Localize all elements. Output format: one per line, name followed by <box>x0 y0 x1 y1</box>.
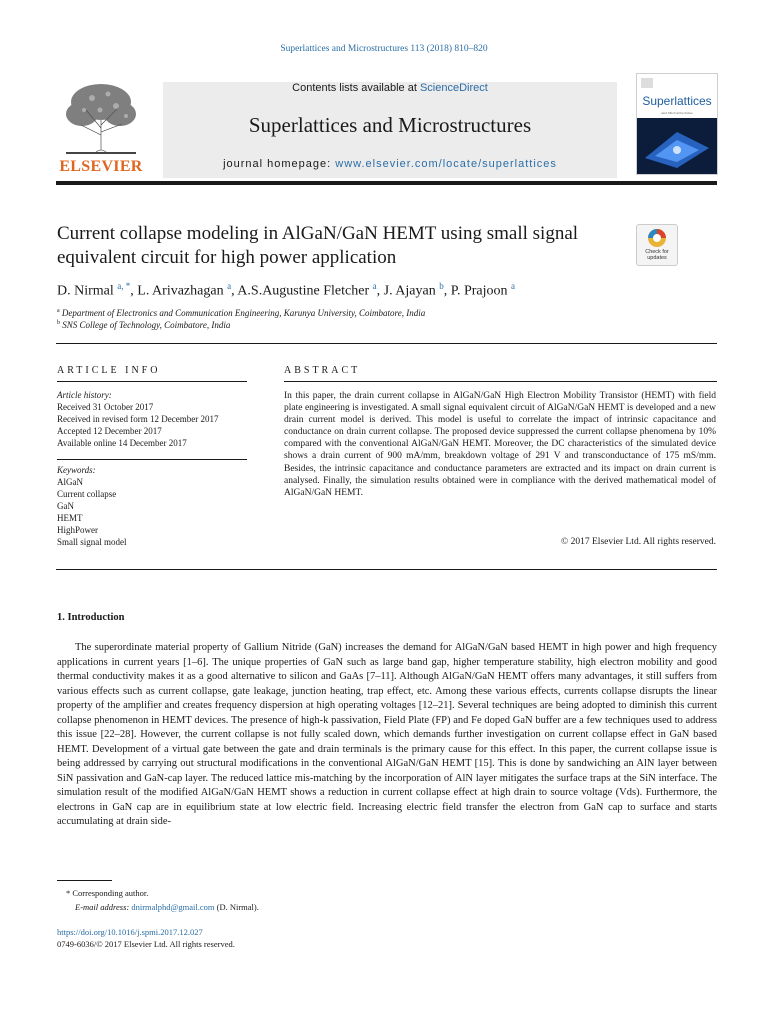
keyword: Small signal model <box>57 537 127 547</box>
keyword: GaN <box>57 501 74 511</box>
affil-text: Department of Electronics and Communication Engineering, Karunya University, Coimbatore, India <box>61 308 426 318</box>
email-suffix: (D. Nirmal). <box>214 902 259 912</box>
check-for-updates-button[interactable] <box>636 224 678 266</box>
abstract-copyright: © 2017 Elsevier Ltd. All rights reserved. <box>561 537 716 547</box>
check-updates-label: Check for updates <box>645 249 669 261</box>
author-affil-marker[interactable]: a <box>227 281 232 291</box>
history-item: Received in revised form 12 December 2017 <box>57 414 219 424</box>
email-link[interactable]: dnirmalphd@gmail.com <box>131 902 215 912</box>
keywords-rule <box>57 459 247 460</box>
citation-link[interactable]: Superlattices and Microstructures 113 (2018) 810–820 <box>280 44 488 54</box>
article-title: Current collapse modeling in AlGaN/GaN HEMT using small signal equivalent circuit for high power application <box>57 223 579 268</box>
author-name[interactable]: J. Ajayan <box>383 283 436 299</box>
contents-prefix: Contents lists available at <box>292 82 420 94</box>
author-name[interactable]: A.S.Augustine Fletcher <box>237 283 370 299</box>
elsevier-wordmark: ELSEVIER <box>59 158 143 175</box>
cover-artwork <box>637 118 717 174</box>
homepage-link[interactable]: www.elsevier.com/locate/superlattices <box>335 158 557 170</box>
homepage-prefix: journal homepage: <box>223 158 336 170</box>
article-info-heading: ARTICLE INFO <box>57 365 161 376</box>
header-rule <box>56 181 717 185</box>
journal-homepage <box>163 158 617 170</box>
journal-citation[interactable] <box>0 44 768 54</box>
abstract-heading: ABSTRACT <box>284 365 361 376</box>
contents-line <box>163 82 617 94</box>
history-label: Article history: <box>57 390 112 400</box>
author-affil-marker[interactable]: b <box>439 281 444 291</box>
authors-rule <box>56 343 717 344</box>
cover-title: Superlattices <box>642 94 712 108</box>
affil-marker: a <box>57 308 60 314</box>
keyword: AlGaN <box>57 477 83 487</box>
section-heading-introduction: 1. Introduction <box>57 612 125 623</box>
keyword: HighPower <box>57 525 98 535</box>
history-item: Accepted 12 December 2017 <box>57 426 162 436</box>
abstract-bottom-rule <box>56 569 717 570</box>
author-affil-marker[interactable]: a <box>511 281 516 291</box>
affil-marker: b <box>57 320 60 326</box>
cover-logo <box>641 78 653 88</box>
keywords-label: Keywords: <box>57 465 96 475</box>
check-updates-icon <box>647 228 667 248</box>
issn-copyright: 0749-6036/© 2017 Elsevier Ltd. All rights reserved. <box>57 939 235 949</box>
author-name[interactable]: L. Arivazhagan <box>137 283 224 299</box>
introduction-paragraph: The superordinate material property of Gallium Nitride (GaN) increases the demand for AlGaN/GaN based HEMT in high power and high frequency applications in current years [1–6]. The unique properties of GaN such as large band gap, higher temperature stability, high electron mobility and good thermal conductivity makes it as a good alternative to silicon and GaAs [7–11]. Although AlGaN/GaN HEMT offers many advantages, it still suffers from various effects such as current collapse, gate leakage, junction heating, trap effect, etc. Among these various effects, currents collapse disrupts the linear property of the amplifier and creates frequency dispersion at high operating voltages [12–21]. Several techniques are being adopted to diminish this current collapse phenomenon in HEMT devices. The presence of high-k passivation, Field Plate (FP) and Fe doped GaN buffer are a few techniques used to address this issue [22–28]. However, the current collapse is not fully scaled down, which demands further investigation on current collapse effect in GaN based HEMT. Development of a virtual gate between the gate and drain terminals is the primary cause for this effect. In this paper, the current collapse issue is being addressed by carrying out structural modifications in the conventional AlGaN/GaN HEMT [15]. This is done by sandwiching an AlN layer between SiN passivation and GaN-cap layer. The reduced lattice mis-matching by the incorporation of AlN layer mitigates the surface traps at the SiN interface. The simulation result of the modified AlGaN/GaN HEMT shows a reduction in current collapse effect at high drain to source voltage (Vds). Furthermore, the electrons in GaN cap are in equilibrium state at low electric field. Increasing electric field transfer the electron from GaN cap to surface and starts accumulating at drain side- <box>57 642 717 827</box>
doi-link[interactable]: https://doi.org/10.1016/j.spmi.2017.12.027 <box>57 927 203 937</box>
affil-text: SNS College of Technology, Coimbatore, India <box>62 320 231 330</box>
sciencedirect-link[interactable]: ScienceDirect <box>419 82 488 94</box>
journal-title: Superlattices and Microstructures <box>248 113 532 137</box>
doi[interactable] <box>57 927 203 937</box>
journal-cover-image[interactable] <box>636 73 718 175</box>
history-item: Received 31 October 2017 <box>57 402 154 412</box>
info-rule <box>57 381 247 382</box>
affiliation-b <box>57 320 230 330</box>
history-item: Available online 14 December 2017 <box>57 438 187 448</box>
email-label: E-mail address: <box>75 902 132 912</box>
author-affil-marker[interactable]: a <box>372 281 377 291</box>
email-footnote <box>75 902 259 912</box>
abstract-rule <box>284 381 717 382</box>
author-name[interactable]: P. Prajoon <box>450 283 508 299</box>
author-name[interactable]: D. Nirmal <box>57 283 114 299</box>
cover-subtitle: and Microstructures <box>661 111 693 115</box>
author-list: D. Nirmal $^{a, *}$, L. Arivazhagan $^a$, A.S.Augustine Fletcher $^a$, J. Ajayan $^b$, P. Prajoon $^a$ <box>57 281 516 299</box>
author-affil-marker[interactable]: a, * <box>117 281 131 291</box>
corresponding-author-note: * Corresponding author. <box>66 888 149 898</box>
keyword: HEMT <box>57 513 83 523</box>
footnote-rule <box>57 880 112 881</box>
keyword: Current collapse <box>57 489 117 499</box>
abstract-text: In this paper, the drain current collapse in AlGaN/GaN High Electron Mobility Transistor (HEMT) with field plate engineering is investigated. A small signal equivalent circuit of AlGaN/GaN HEMT is developed and a new drain current model is derived. This model is useful to correlate the impact of intrinsic capacitance and conductance on drain current collapse. The proposed device suppressed the current collapse phenomena by 10% compared with the conventional AlGaN/GaN HEMT. Moreover, the DC characteristics of the simulated device shows a drain current of 900 mA/mm, breakdown voltage of 291 V and transconductance of 175 mS/mm. Besides, the intrinsic capacitance and conductance parameters are extracted and its impact on drain current is analysed. Finally, the simulation results obtained were in compliance with the derived mathematical model of AlGaN/GaN HEMT. <box>284 391 716 498</box>
affiliation-a <box>57 308 425 318</box>
